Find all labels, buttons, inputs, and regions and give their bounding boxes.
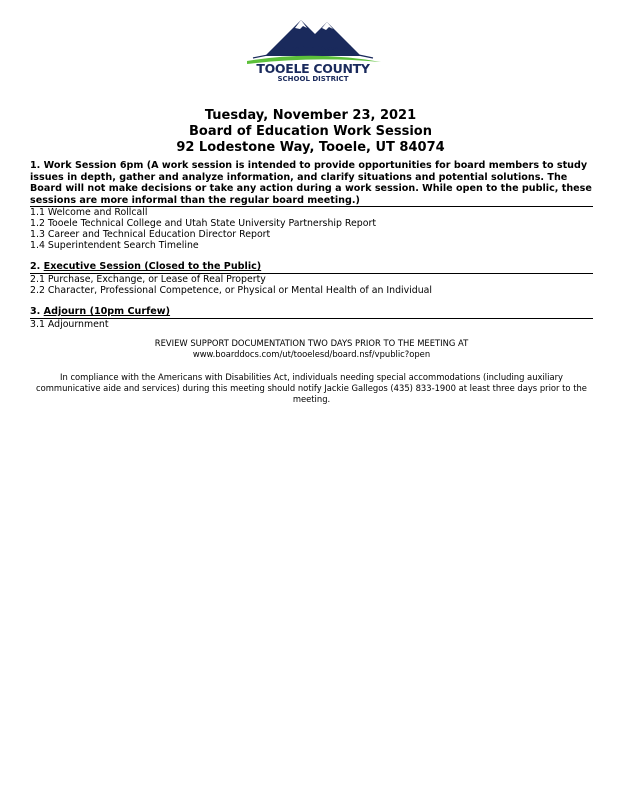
section-1-title: 1. Work Session 6pm (A work session is intended to provide opportunities for board members to study issues in depth, gather and analyze information, and clarify situations and potential solutions. The Board will not make decisions or take any action during a work session. While open to the public, these sessions are more informal than the regular board meeting.) <box>30 160 592 206</box>
meeting-title: Board of Education Work Session <box>189 124 432 139</box>
meeting-header <box>0 108 621 156</box>
agenda-item: 1.3 Career and Technical Education Director Report <box>30 229 271 241</box>
agenda-item: 2.2 Character, Professional Competence, or Physical or Mental Health of an Individual <box>30 284 433 296</box>
agenda-item: 1.2 Tooele Technical College and Utah State University Partnership Report <box>30 218 376 230</box>
ada-note: In compliance with the Americans with Disabilities Act, individuals needing special accommodations (including auxiliary communicative aide and services) during this meeting should notify Jackie Gallegos (435) 833-1900 at least three days prior to the meeting. <box>36 371 587 404</box>
logo-county: TOOELE COUNTY <box>256 61 370 76</box>
section-2-title: 2. Executive Session (Closed to the Public) <box>30 261 593 274</box>
meeting-address: 92 Lodestone Way, Tooele, UT 84074 <box>176 140 445 155</box>
logo-district: SCHOOL DISTRICT <box>277 75 349 83</box>
boarddocs-link[interactable]: www.boarddocs.com/ut/tooelesd/board.nsf/vpublic?open <box>192 348 431 359</box>
mountain-logo-icon <box>243 14 383 100</box>
review-note: REVIEW SUPPORT DOCUMENTATION TWO DAYS PRIOR TO THE MEETING AT www.boarddocs.com/ut/tooelesd/board.nsf/vpublic?open <box>30 338 593 360</box>
logo-tagline: Education Elevated <box>275 44 351 53</box>
agenda <box>30 160 593 405</box>
district-logo <box>243 14 383 100</box>
section-3-title: 3. Adjourn (10pm Curfew) <box>30 306 593 319</box>
agenda-item: 1.4 Superintendent Search Timeline <box>30 240 199 252</box>
meeting-date: Tuesday, November 23, 2021 <box>204 108 417 123</box>
agenda-item: 2.1 Purchase, Exchange, or Lease of Real Property <box>30 273 266 285</box>
agenda-item: 1.1 Welcome and Rollcall <box>30 207 148 219</box>
agenda-item: 3.1 Adjournment <box>30 318 109 330</box>
